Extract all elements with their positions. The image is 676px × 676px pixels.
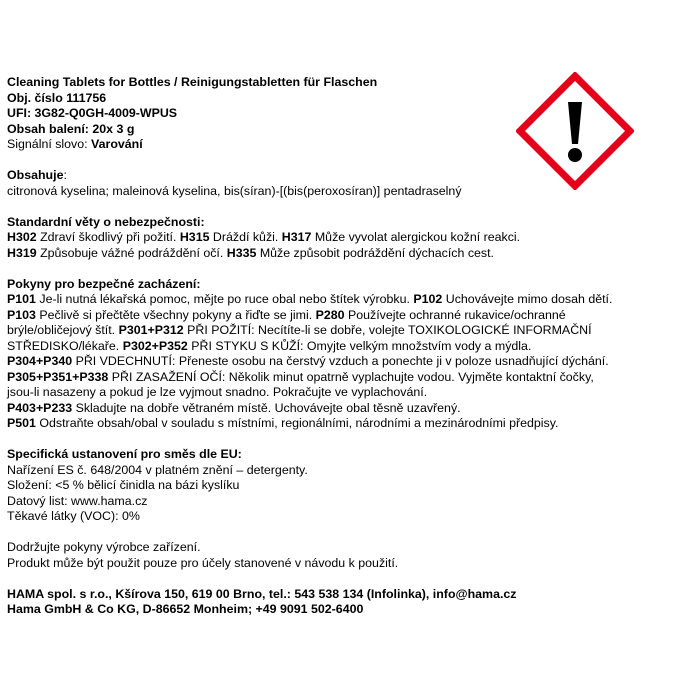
hazard-code: H317 [281, 230, 312, 244]
precaution-line [7, 308, 672, 324]
precaution-code: P302+P352 [122, 338, 188, 353]
precaution-code: P301+P312 [118, 323, 184, 337]
precaution-text: PŘI STYKU S KŮŽÍ: Omyjte velkým množstvím vody a mýdla. [187, 338, 532, 353]
hazard-heading: Standardní věty o nebezpečnosti: [7, 214, 205, 229]
precaution-line [7, 292, 672, 308]
hazard-code: H319 [7, 245, 37, 260]
hazard-text: Způsobuje vážné podráždění očí. [36, 245, 227, 260]
hazard-text: Může vyvolat alergickou kožní reakci. [311, 230, 521, 244]
precaution-line [7, 416, 672, 432]
precaution-text: Pečlivě si přečtěte všechny pokyny a řiďte se jimi. [35, 307, 316, 322]
precaution-text: brýle/obličejový štít. [7, 323, 119, 337]
contains-text: citronová kyselina; maleinová kyselina, bis(síran)-[(bis(peroxosíran)] pentadraselný [7, 183, 462, 198]
precaution-line [7, 323, 672, 339]
hazard-statements [7, 230, 672, 261]
precaution-code: P305+P351+P338 [7, 369, 109, 384]
footer-hama-de: Hama GmbH & Co KG, D-86652 Monheim; +49 9091 502-6400 [7, 602, 364, 616]
precaution-text: PŘI VDECHNUTÍ: Přeneste osobu na čerstvý vzduch a ponechte ji v poloze usnadňující dýchání. [72, 354, 609, 368]
precaution-code: P280 [315, 307, 345, 322]
precaution-text: Skladujte na dobře větraném místě. Uchovávejte obal těsně uzavřený. [72, 400, 461, 415]
footer-hama-cz: HAMA spol. s r.o., Kšírova 150, 619 00 Brno, tel.: 543 538 134 (Infolinka), info@hama.cz [7, 586, 517, 601]
signal-word-label: Signální slovo: [7, 137, 92, 151]
contains-heading-text: Obsahuje [7, 168, 64, 182]
precaution-text: Je-li nutná lékařská pomoc, mějte po ruce obal nebo štítek výrobku. [35, 292, 414, 306]
hazard-code: H302 [7, 230, 37, 244]
precaution-code: P501 [7, 416, 36, 430]
precaution-code: P102 [413, 292, 443, 306]
signal-word: Varování [91, 137, 143, 151]
precaution-statements [7, 292, 672, 432]
eu-composition: Složení: <5 % bělicí činidla na bázi kyslíku [7, 478, 240, 492]
precaution-line [7, 354, 672, 370]
precaution-heading: Pokyny pro bezpečné zacházení: [7, 276, 201, 291]
precaution-code: P403+P233 [7, 400, 73, 415]
note-usage: Produkt může být použit pouze pro účely stanovené v návodu k použití. [7, 555, 399, 570]
precaution-text: Uchovávejte mimo dosah dětí. [442, 292, 613, 306]
precaution-text: Odstraňte obsah/obal v souladu s místními, regionálními, národními a mezinárodními předpisy. [35, 416, 559, 430]
precaution-code: P304+P340 [7, 354, 73, 368]
precaution-text: Používejte ochranné rukavice/ochranné [344, 307, 566, 322]
precaution-line [7, 401, 672, 417]
package-content: Obsah balení: 20x 3 g [7, 121, 135, 136]
precaution-text: STŘEDISKO/lékaře. [7, 338, 123, 353]
eu-voc: Těkavé látky (VOC): 0% [7, 509, 140, 523]
precaution-line [7, 370, 672, 386]
precaution-text: PŘI POŽITÍ: Necítíte-li se dobře, volejte TOXIKOLOGICKÉ INFORMAČNÍ [183, 323, 592, 337]
ufi-code: UFI: 3G82-Q0GH-4009-WPUS [7, 106, 178, 120]
hazard-text: Zdraví škodlivý při požití. [36, 230, 180, 244]
precaution-text: PŘI ZASAŽENÍ OČÍ: Několik minut opatrně vyplachujte vodou. Vyjměte kontaktní čočky, [108, 369, 594, 384]
precaution-line [7, 385, 672, 401]
eu-regulation: Nařízení ES č. 648/2004 v platném znění – detergenty. [7, 462, 308, 477]
precaution-text: jsou-li nasazeny a pokud je lze vyjmout snadno. Pokračujte ve vyplachování. [7, 385, 428, 399]
contains-heading-colon: : [63, 168, 67, 182]
eu-datasheet: Datový list: www.hama.cz [7, 493, 148, 508]
precaution-code: P103 [7, 307, 36, 322]
order-number: Obj. číslo 111756 [7, 90, 107, 105]
precaution-code: P101 [7, 292, 36, 306]
eu-heading: Specifická ustanovení pro směs dle EU: [7, 447, 242, 461]
ghs07-exclamation-mark-icon [516, 72, 634, 190]
hazard-text: Dráždí kůži. [209, 230, 282, 244]
hazard-code: H315 [179, 230, 210, 244]
note-instructions: Dodržujte pokyny výrobce zařízení. [7, 540, 201, 554]
hazard-line [7, 246, 672, 262]
hazard-line [7, 230, 672, 246]
product-name: Cleaning Tablets for Bottles / Reinigungstabletten für Flaschen [7, 75, 378, 89]
hazard-code: H335 [226, 245, 257, 260]
hazard-text: Může způsobit podráždění dýchacích cest. [256, 245, 494, 260]
precaution-line [7, 339, 672, 355]
